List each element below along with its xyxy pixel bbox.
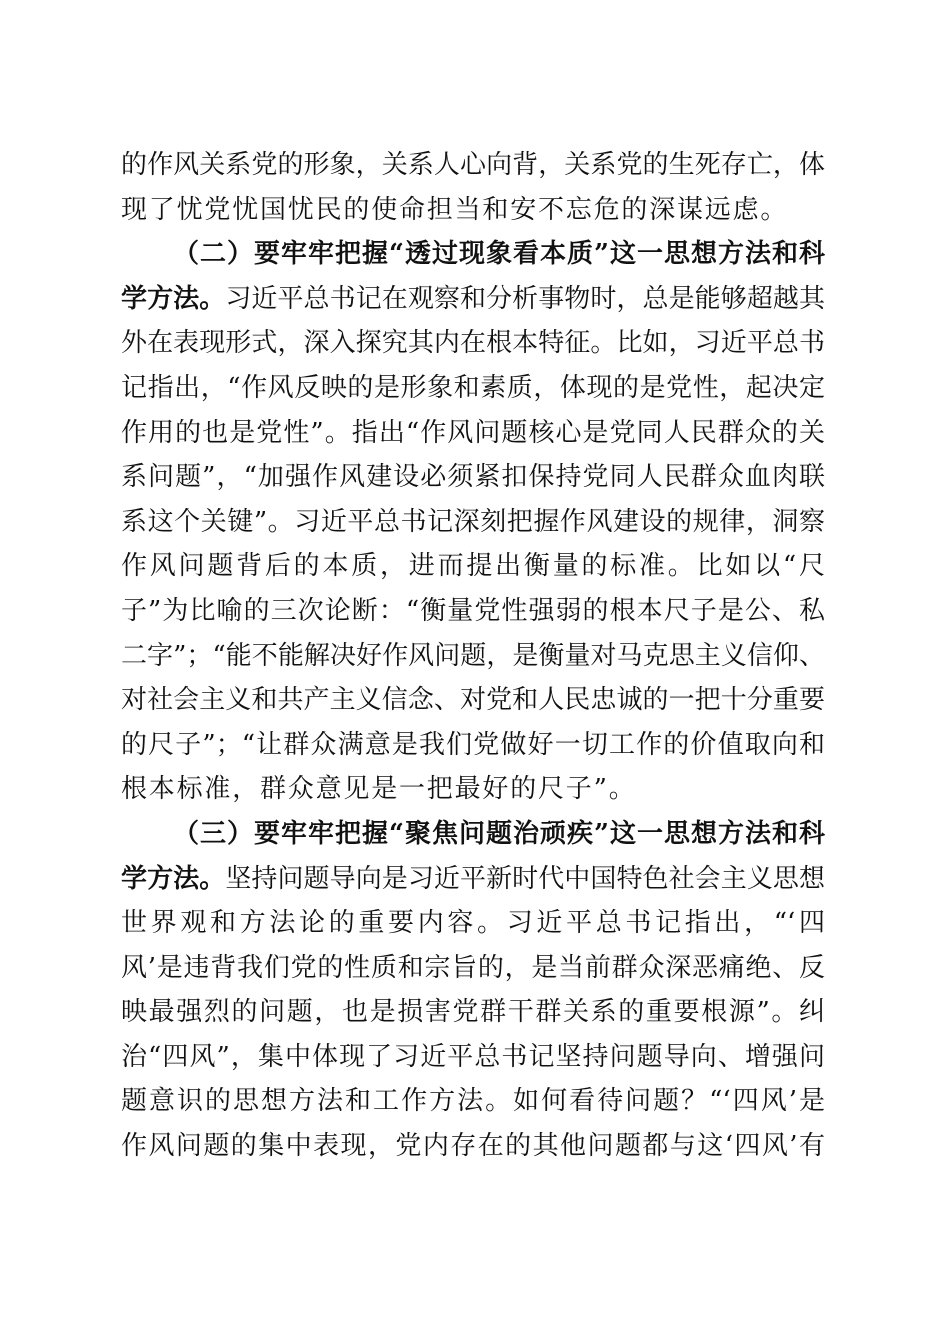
text-line-10: 作风问题背后的本质，进而提出衡量的标准。比如以“尺 — [121, 551, 825, 582]
text-line-8: 系问题”，“加强作风建设必须紧扣保持党同人民群众血肉联 — [121, 462, 825, 493]
text-line-1: 的作风关系党的形象，关系人心向背，关系党的生死存亡，体 — [121, 150, 825, 180]
text-line-7: 作用的也是党性”。指出“作风问题核心是党同人民群众的关 — [121, 417, 825, 448]
text-line-12: 二字”；“能不能解决好作风问题，是衡量对马克思主义信仰、 — [121, 640, 825, 671]
section-2-marker: （二） — [173, 239, 255, 270]
text-line-21: 治“四风”，集中体现了习近平总书记坚持问题导向、增强问 — [121, 1041, 825, 1072]
section-2-heading-part-2: 学方法。 — [121, 283, 226, 314]
section-2-heading-part-1: 要牢牢把握“透过现象看本质”这一思想方法和科 — [254, 239, 825, 270]
section-3-heading-line — [121, 812, 825, 857]
text-line-20: 映最强烈的问题，也是损害党群干群关系的重要根源”。纠 — [121, 997, 825, 1028]
text-line-19: 风’是违背我们党的性质和宗旨的，是当前群众深恶痛绝、反 — [121, 952, 825, 983]
section-2-text-start: 习近平总书记在观察和分析事物时，总是能够超越其 — [225, 283, 825, 314]
text-line-5: 外在表现形式，深入探究其内在根本特征。比如，习近平总书 — [121, 328, 825, 359]
text-line-6: 记指出，“作风反映的是形象和素质，体现的是党性，起决定 — [121, 372, 825, 403]
section-2-heading-line — [121, 232, 825, 277]
text-line-22: 题意识的思想方法和工作方法。如何看待问题？“‘四风’是 — [121, 1086, 825, 1117]
body-text — [121, 143, 825, 1169]
text-line-13: 对社会主义和共产主义信念、对党和人民忠诚的一把十分重要 — [121, 685, 825, 716]
text-line-23: 作风问题的集中表现，党内存在的其他问题都与这‘四风’有 — [121, 1131, 825, 1162]
section-3-marker: （三） — [173, 818, 255, 849]
text-line-15: 根本标准，群众意见是一把最好的尺子”。 — [121, 774, 637, 805]
section-3-text-start: 坚持问题导向是习近平新时代中国特色社会主义思想 — [225, 863, 825, 894]
text-line-9: 系这个关键”。习近平总书记深刻把握作风建设的规律，洞察 — [121, 506, 825, 537]
text-line-2: 现了忧党忧国忧民的使命担当和安不忘危的深谋远虑。 — [121, 194, 789, 225]
text-line-14: 的尺子”；“让群众满意是我们党做好一切工作的价值取向和 — [121, 729, 825, 760]
section-2-line-2 — [121, 277, 825, 322]
section-3-heading-part-2: 学方法。 — [121, 863, 226, 894]
text-line-18: 世界观和方法论的重要内容。习近平总书记指出，“‘四 — [121, 908, 825, 939]
section-3-heading-part-1: 要牢牢把握“聚焦问题治顽疾”这一思想方法和科 — [254, 818, 825, 849]
section-3-line-2 — [121, 857, 825, 902]
text-line-11: 子”为比喻的三次论断：“衡量党性强弱的根本尺子是公、私 — [121, 595, 825, 626]
